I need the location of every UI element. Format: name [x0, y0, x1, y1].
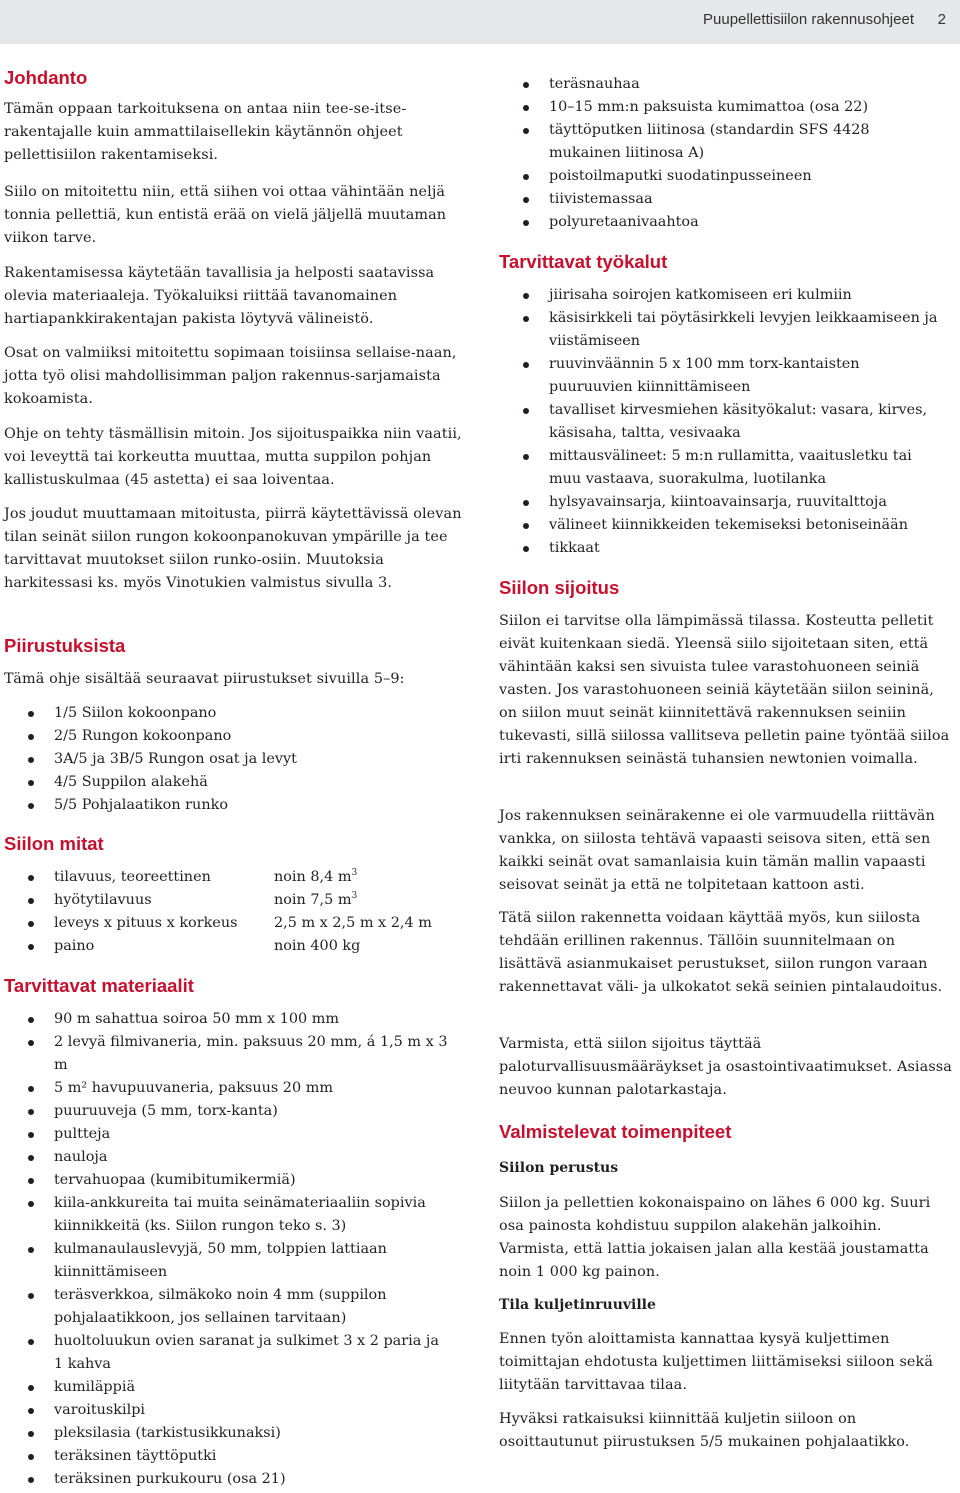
bullet-icon [523, 454, 529, 460]
bullet-icon [28, 944, 34, 950]
list-item: varoituskilpi [4, 1399, 449, 1422]
bullet-icon [523, 362, 529, 368]
bullet-icon [28, 1431, 34, 1437]
materials-list [4, 1008, 449, 1491]
placement-paragraph-1: Siilon ei tarvitse olla lämpimässä tilassa. Kosteutta pelletit eivät kuitenkaan siedä. Yleensä siilo sijoitetaan siten, että vähintään kaksi sen sivuista tulee varastohuoneen seiniä vasten. Jos varastohuoneen seiniä käytetään siilon seininä, on siilon muut seinät kiinnitettävä rakennuksen seiniin tukevasti, sillä siilossa vallitseva pelletin paine työntää siiloa irti rakennuksen seinästä tuhansien newtonien voimalla. [499, 613, 950, 767]
list-item: 1/5 Siilon kokoonpano [4, 702, 466, 725]
bullet-icon [523, 197, 529, 203]
list-item: 10–15 mm:n paksuista kumimattoa (osa 22) [499, 96, 939, 119]
dimension-row: hyötytilavuus noin 7,5 $m^3$ [4, 889, 474, 912]
bullet-icon [28, 1408, 34, 1414]
bullet-icon [28, 1385, 34, 1391]
list-item: 5/5 Pohjalaatikon runko [4, 794, 466, 817]
bullet-icon [28, 1339, 34, 1345]
drawings-heading: Piirustuksista [4, 635, 126, 656]
bullet-icon [28, 711, 34, 717]
bullet-icon [523, 316, 529, 322]
intro-paragraph-2: Siilo on mitoitettu niin, että siihen voi ottaa vähintään neljä tonnia pellettiä, kun entistä erää on vielä jäljellä muutaman viikon tarve. [4, 184, 447, 246]
bullet-icon [28, 803, 34, 809]
dimension-row: paino noin 400 kg [4, 935, 474, 958]
document-title: Puupellettisiilon rakennusohjeet [703, 11, 914, 28]
intro-paragraph-3: Rakentamisessa käytetään tavallisia ja helposti saatavissa olevia materiaaleja. Työkaluiksi riittää tavanomainen hartiapankkirakentajan pakista löytyvä välineistö. [4, 265, 435, 327]
bullet-icon [523, 523, 529, 529]
list-item: pleksilasia (tarkistusikkunaksi) [4, 1422, 449, 1445]
bullet-icon [523, 408, 529, 414]
transport-paragraph-2: Hyväksi ratkaisuksi kiinnittää kuljetin siiloon on osoittautunut piirustuksen 5/5 mukainen pohjalaatikko. [499, 1411, 910, 1450]
list-item: 5 m² havupuuvaneria, paksuus 20 mm [4, 1077, 449, 1100]
bullet-icon [523, 82, 529, 88]
list-item: polyuretaanivaahtoa [499, 211, 939, 234]
bullet-icon [28, 1454, 34, 1460]
bullet-icon [523, 546, 529, 552]
tools-heading: Tarvittavat työkalut [499, 251, 668, 272]
bullet-icon [28, 734, 34, 740]
materials-list-continued [499, 73, 939, 234]
list-item: mittausvälineet: 5 m:n rullamitta, vaaitusletku tai muu vastaava, suorakulma, luotilanka [499, 445, 939, 491]
bullet-icon [28, 1132, 34, 1138]
list-item: hylsyavainsarja, kiintoavainsarja, ruuvitalttoja [499, 491, 939, 514]
list-item: käsisirkkeli tai pöytäsirkkeli levyjen leikkaamiseen ja viistämiseen [499, 307, 939, 353]
bullet-icon [28, 1017, 34, 1023]
list-item: kiila-ankkureita tai muita seinämateriaaliin sopivia kiinnikkeitä (ks. Siilon rungon teko s. 3) [4, 1192, 449, 1238]
dimension-row: tilavuus, teoreettinen noin 8,4 $m^3$ [4, 866, 474, 889]
list-item: teräksinen purkukouru (osa 21) [4, 1468, 449, 1491]
page-number: 2 [937, 11, 946, 28]
list-item: kulmanaulauslevyjä, 50 mm, tolppien lattiaan kiinnittämiseen [4, 1238, 449, 1284]
list-item: nauloja [4, 1146, 449, 1169]
intro-paragraph-6: Jos joudut muuttamaan mitoitusta, piirrä käytettävissä olevan tilan seinät siilon rungon kokoonpanokuvan ympärille ja tee tarvittavat muutokset siilon runko-osiin. Muutoksia harkitessasi ks. myös Vinotukien valmistus sivulla 3. [4, 506, 462, 591]
drawings-list [4, 702, 466, 817]
bullet-icon [28, 757, 34, 763]
list-item: 90 m sahattua soiroa 50 mm x 100 mm [4, 1008, 449, 1031]
list-item: 4/5 Suppilon alakehä [4, 771, 466, 794]
list-item: kumiläppiä [4, 1376, 449, 1399]
list-item: tikkaat [499, 537, 939, 560]
materials-heading: Tarvittavat materiaalit [4, 975, 194, 996]
placement-paragraph-4: Varmista, että siilon sijoitus täyttää paloturvallisuusmääräykset ja osastointivaatimukset. Asiassa neuvoo kunnan palotarkastaja. [499, 1036, 952, 1098]
page-header [0, 0, 960, 44]
bullet-icon [28, 1109, 34, 1115]
intro-paragraph-5: Ohje on tehty täsmällisin mitoin. Jos sijoituspaikka niin vaatii, voi leveyttä tai korkeutta muuttaa, mutta suppilon pohjan kallistuskulmaa (45 astetta) ei saa loiventaa. [4, 426, 462, 488]
bullet-icon [523, 105, 529, 111]
foundation-paragraph: Siilon ja pellettien kokonaispaino on lähes 6 000 kg. Suuri osa painosta kohdistuu suppilon alakehän jalkoihin. Varmista, että lattia jokaisen jalan alla kestää joustamatta noin 1 000 kg painon. [499, 1195, 931, 1280]
bullet-icon [28, 780, 34, 786]
list-item: tiivistemassaa [499, 188, 939, 211]
dimensions-list [4, 866, 474, 958]
tools-list [499, 284, 939, 560]
intro-heading: Johdanto [4, 67, 88, 88]
preparation-heading: Valmistelevat toimenpiteet [499, 1121, 732, 1142]
list-item: teräsnauhaa [499, 73, 939, 96]
foundation-heading: Siilon perustus [499, 1160, 619, 1176]
intro-paragraph-1: Tämän oppaan tarkoituksena on antaa niin tee-se-itse-rakentajalle kuin ammattilaisellekin käytännön ohjeet pellettisiilon rakentamiseksi. [4, 101, 407, 163]
bullet-icon [28, 1155, 34, 1161]
placement-heading: Siilon sijoitus [499, 577, 620, 598]
bullet-icon [523, 174, 529, 180]
bullet-icon [28, 921, 34, 927]
intro-paragraph-4: Osat on valmiiksi mitoitettu sopimaan toisiinsa sellaise-naan, jotta työ olisi mahdollisimman paljon rakennus-sarjamaista kokoamista. [4, 345, 457, 407]
list-item: ruuvinväännin 5 x 100 mm torx-kantaisten puuruuvien kiinnittämiseen [499, 353, 939, 399]
list-item: 3A/5 ja 3B/5 Rungon osat ja levyt [4, 748, 466, 771]
drawings-intro: Tämä ohje sisältää seuraavat piirustukset sivuilla 5–9: [4, 671, 405, 687]
list-item: huoltoluukun ovien saranat ja sulkimet 3 x 2 paria ja 1 kahva [4, 1330, 449, 1376]
bullet-icon [523, 500, 529, 506]
bullet-icon [28, 1178, 34, 1184]
placement-paragraph-2: Jos rakennuksen seinärakenne ei ole varmuudella riittävän vankka, on siilosta tehtävä vapaasti seisova siten, että sen kaikki seinät ovat samanlaisia kuin tämän mallin vapaasti seisovat seinät ja että ne tolpitetaan kattoon asti. [499, 808, 935, 893]
bullet-icon [28, 1247, 34, 1253]
bullet-icon [28, 875, 34, 881]
bullet-icon [28, 1293, 34, 1299]
dimensions-heading: Siilon mitat [4, 833, 104, 854]
dimension-row: leveys x pituus x korkeus 2,5 m x 2,5 m x 2,4 m [4, 912, 474, 935]
transport-heading: Tila kuljetinruuville [499, 1297, 656, 1313]
bullet-icon [523, 128, 529, 134]
list-item: poistoilmaputki suodatinpusseineen [499, 165, 939, 188]
list-item: 2/5 Rungon kokoonpano [4, 725, 466, 748]
list-item: 2 levyä filmivaneria, min. paksuus 20 mm, á 1,5 m x 3 m [4, 1031, 449, 1077]
list-item: teräsverkkoa, silmäkoko noin 4 mm (suppilon pohjalaatikkoon, jos sellainen tarvitaan) [4, 1284, 449, 1330]
list-item: pultteja [4, 1123, 449, 1146]
bullet-icon [28, 898, 34, 904]
list-item: tavalliset kirvesmiehen käsityökalut: vasara, kirves, käsisaha, taltta, vesivaaka [499, 399, 939, 445]
bullet-icon [523, 293, 529, 299]
bullet-icon [28, 1086, 34, 1092]
list-item: välineet kiinnikkeiden tekemiseksi betoniseinään [499, 514, 939, 537]
bullet-icon [28, 1477, 34, 1483]
list-item: täyttöputken liitinosa (standardin SFS 4428 mukainen liitinosa A) [499, 119, 939, 165]
bullet-icon [28, 1201, 34, 1207]
list-item: tervahuopaa (kumibitumikermiä) [4, 1169, 449, 1192]
list-item: puuruuveja (5 mm, torx-kanta) [4, 1100, 449, 1123]
list-item: teräksinen täyttöputki [4, 1445, 449, 1468]
bullet-icon [523, 220, 529, 226]
bullet-icon [28, 1040, 34, 1046]
list-item: jiirisaha soirojen katkomiseen eri kulmiin [499, 284, 939, 307]
transport-paragraph-1: Ennen työn aloittamista kannattaa kysyä kuljettimen toimittajan ehdotusta kuljettimen liittämiseksi siiloon sekä liitytään tarvittavaa tilaa. [499, 1331, 934, 1393]
placement-paragraph-3: Tätä siilon rakennetta voidaan käyttää myös, kun siilosta tehdään erillinen rakennus. Tällöin suunnitelmaan on lisättävä asianmukaiset perustukset, siilon rungon varaan rakennettavat väli- ja ulkokatot sekä seinien pintalaudoitus. [499, 910, 943, 995]
